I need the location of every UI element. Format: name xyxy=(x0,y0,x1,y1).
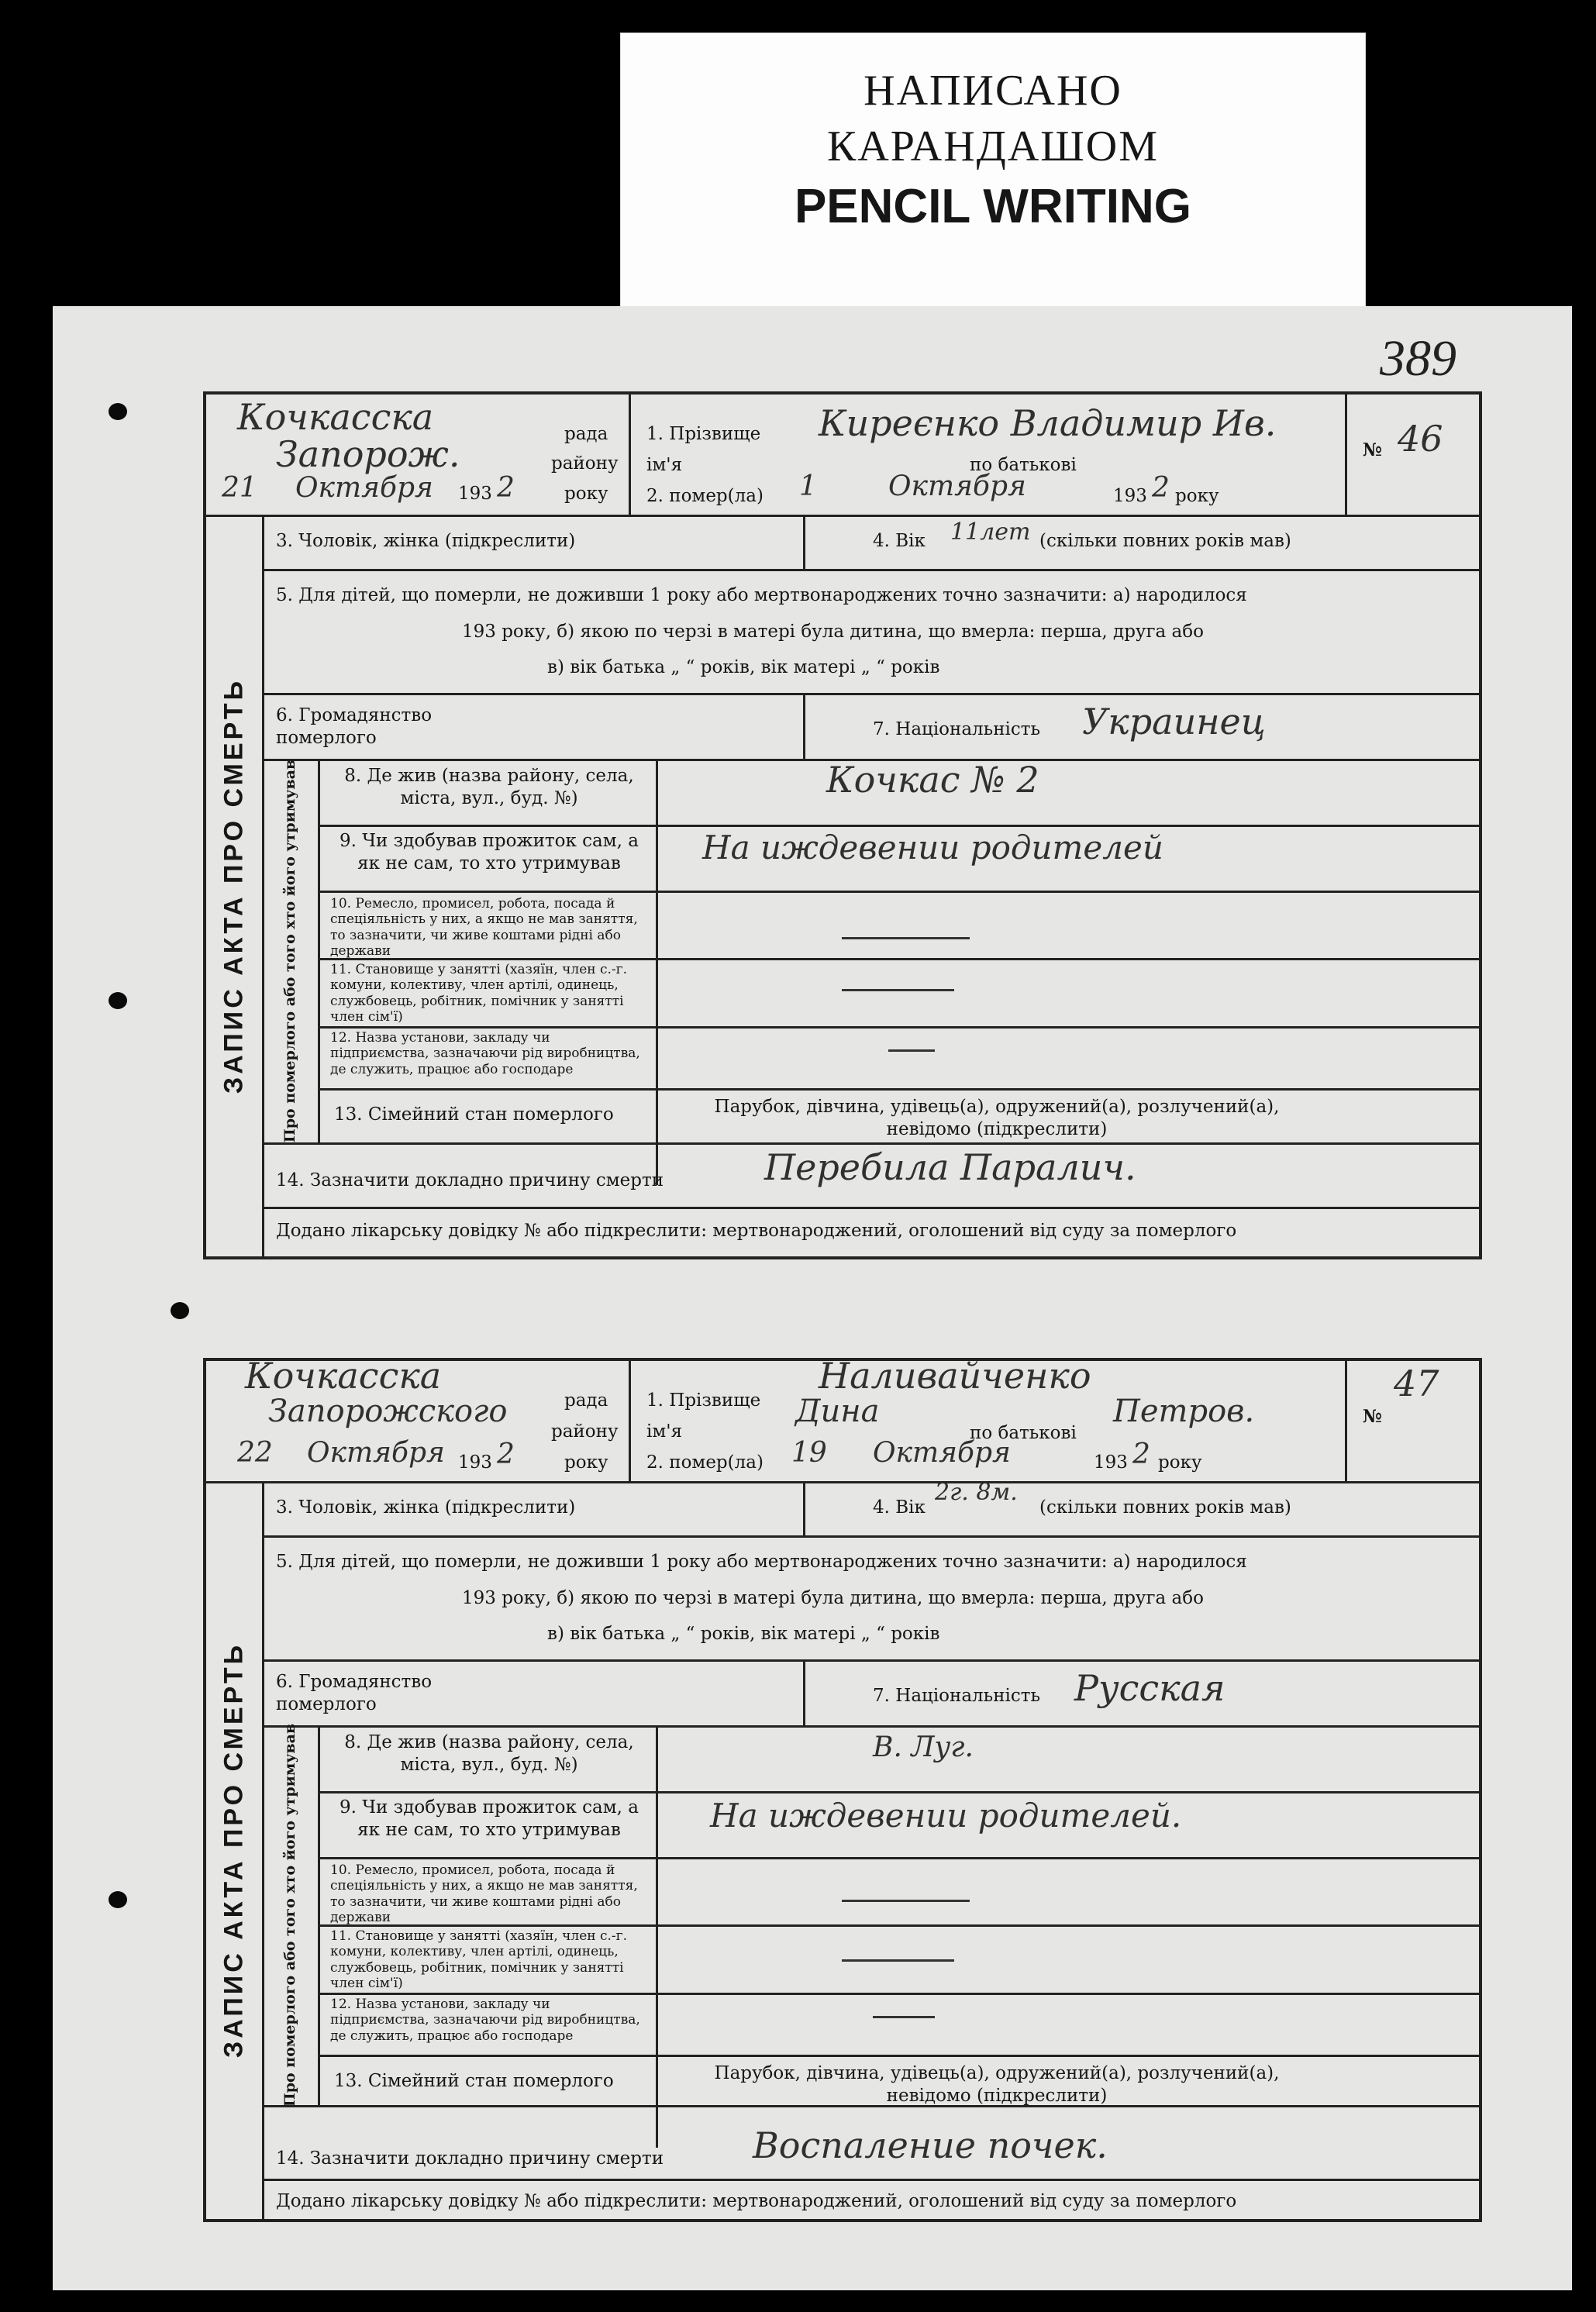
q6-label: 6. Громадянство померлого xyxy=(276,705,433,748)
q10-label: 10. Ремесло, промисел, робота, посада й спеціяльність у них, а якщо не мав заняття, то зазначити, чи живе коштами рідні або держави xyxy=(330,896,638,960)
q6-label: 6. Громадянство померлого xyxy=(276,1672,433,1714)
rada-label: рада xyxy=(564,424,608,444)
age-handwritten: 11лет xyxy=(950,519,1031,546)
punch-hole xyxy=(171,1302,189,1319)
dash-mark xyxy=(842,989,954,991)
q12-label: 12. Назва установи, закладу чи підприємства, зазначаючи рід виробництва, де служить, працює або господаре xyxy=(330,1030,640,1077)
q5-line2: 193 року, б) якою по черзі в матері була дитина, що вмерла: перша, друга або xyxy=(462,622,1204,642)
reg-month-handwritten: Октября xyxy=(307,1437,445,1469)
q11-label: 11. Становище у занятті (хазяїн, член с.-г. комуни, колективу, член артілі, одинець, службовець, робітник, помічник у занятті член сім'ї) xyxy=(330,962,627,1025)
dash-mark xyxy=(888,1049,935,1052)
q8-label: 8. Де жив (назва району, села, міста, вул., буд. №) xyxy=(344,766,634,808)
q3-label: 3. Чоловік, жінка (підкреслити) xyxy=(276,1497,576,1518)
side-title: ЗАПИС АКТА ПРО СМЕРТЬ xyxy=(219,1642,249,2059)
reg-day-handwritten: 22 xyxy=(237,1437,273,1469)
raionu-label: району xyxy=(551,1421,619,1442)
death-month-handwritten: Октября xyxy=(888,470,1026,502)
label-line-3: PENCIL WRITING xyxy=(794,180,1192,233)
label-line-1: НАПИСАНО xyxy=(863,67,1122,115)
roku-label: року xyxy=(564,484,608,504)
death-record-form-1 xyxy=(203,391,1482,1259)
q3-label: 3. Чоловік, жінка (підкреслити) xyxy=(276,531,576,551)
council-handwritten: Кочкасска xyxy=(237,396,434,438)
q5-line1: 5. Для дітей, що померли, не доживши 1 року або мертвонароджених точно зазначити: а) народилося xyxy=(276,585,1247,605)
patronymic-handwritten: Петров. xyxy=(1113,1394,1255,1429)
council-handwritten: Кочкасска xyxy=(245,1355,442,1397)
q5-line2: 193 року, б) якою по черзі в матері була дитина, що вмерла: перша, друга або xyxy=(462,1588,1204,1608)
q9-label: 9. Чи здобував прожиток сам, а як не сам, то хто утримував xyxy=(340,1797,639,1840)
support-handwritten: На иждевении родителей. xyxy=(710,1797,1182,1835)
side-title-column xyxy=(206,1481,264,2219)
form-header xyxy=(206,1355,1479,1483)
death-month-handwritten: Октября xyxy=(873,1437,1011,1469)
q11-label: 11. Становище у занятті (хазяїн, член с.-г. комуни, колективу, член артілі, одинець, службовець, робітник, помічник у занятті член сім'ї) xyxy=(330,1928,627,1992)
number-block xyxy=(1345,395,1479,515)
q1-label: 1. Прізвище xyxy=(646,424,761,444)
punch-hole xyxy=(109,1891,127,1908)
q13-label: 13. Сімейний стан померлого xyxy=(334,1104,614,1125)
footer-note: Додано лікарську довідку № або підкреслити: мертвонароджений, оголошений від суду за померлого xyxy=(276,2191,1237,2211)
q1-label: 1. Прізвище xyxy=(646,1390,761,1411)
q4-hint: (скільки повних років мав) xyxy=(1039,1497,1291,1518)
district-handwritten: Запорожского xyxy=(268,1394,508,1429)
punch-hole xyxy=(109,403,127,420)
age-handwritten: 2г. 8м. xyxy=(935,1479,1018,1506)
reg-day-handwritten: 21 xyxy=(222,472,257,504)
form-header xyxy=(206,395,1479,517)
nationality-handwritten: Русская xyxy=(1074,1667,1225,1709)
residence-handwritten: В. Луг. xyxy=(873,1731,974,1763)
side-subtitle: Про померлого або того хто його утримував xyxy=(281,759,298,1142)
side-subtitle-column xyxy=(262,759,320,1142)
district-handwritten: Запорож. xyxy=(276,433,460,475)
pencil-writing-label xyxy=(620,33,1366,309)
imia-label: ім'я xyxy=(646,455,683,475)
q4-hint: (скільки повних років мав) xyxy=(1039,531,1291,551)
q2-label: 2. помер(ла) xyxy=(646,1452,764,1473)
q13-label: 13. Сімейний стан померлого xyxy=(334,2071,614,2091)
death-year-label: 193 xyxy=(1094,1452,1128,1473)
q5-line3: в) вік батька „ “ років, вік матері „ “ років xyxy=(547,1624,940,1644)
surname-handwritten: Наливайченко xyxy=(819,1355,1091,1397)
footer-note: Додано лікарську довідку № або підкреслити: мертвонароджений, оголошений від суду за померлого xyxy=(276,1221,1237,1241)
imia-label: ім'я xyxy=(646,1421,683,1442)
q4-label: 4. Вік xyxy=(873,1497,926,1518)
support-handwritten: На иждевении родителей xyxy=(702,829,1163,867)
number-sign: № xyxy=(1363,439,1382,460)
number-block xyxy=(1345,1361,1479,1481)
q13-options: Парубок, дівчина, удівець(а), одружений(а), розлучений(а), невідомо (підкреслити) xyxy=(714,1097,1280,1139)
death-day-handwritten: 1 xyxy=(799,470,817,502)
q14-label: 14. Зазначити докладно причину смерти xyxy=(276,1170,664,1190)
side-subtitle-column xyxy=(262,1725,320,2105)
nationality-handwritten: Украинец xyxy=(1082,701,1266,743)
roku-label: року xyxy=(1175,486,1219,506)
po-batkovi-label: по батькові xyxy=(970,1423,1077,1443)
rada-label: рада xyxy=(564,1390,608,1411)
q14-label: 14. Зазначити докладно причину смерти xyxy=(276,2148,664,2169)
reg-month-handwritten: Октября xyxy=(295,472,433,504)
q4-label: 4. Вік xyxy=(873,531,926,551)
q10-label: 10. Ремесло, промисел, робота, посада й спеціяльність у них, а якщо не мав заняття, то зазначити, чи живе коштами рідні або держави xyxy=(330,1862,638,1926)
registration-block xyxy=(206,395,631,515)
death-year-digit: 2 xyxy=(1132,1439,1150,1470)
q12-label: 12. Назва установи, закладу чи підприємства, зазначаючи рід виробництва, де служить, працює або господаре xyxy=(330,1997,640,2044)
dash-mark xyxy=(873,2016,935,2018)
punch-hole xyxy=(109,992,127,1009)
q8-label: 8. Де жив (назва району, села, міста, вул., буд. №) xyxy=(344,1732,634,1775)
q5-line1: 5. Для дітей, що померли, не доживши 1 року або мертвонароджених точно зазначити: а) народилося xyxy=(276,1552,1247,1572)
death-day-handwritten: 19 xyxy=(791,1437,827,1469)
side-subtitle: Про померлого або того хто його утримував xyxy=(281,1723,298,2107)
label-line-2: КАРАНДАШОМ xyxy=(826,122,1160,171)
residence-handwritten: Кочкас № 2 xyxy=(826,759,1039,801)
death-year-digit: 2 xyxy=(1152,472,1170,504)
cause-handwritten: Воспаление почек. xyxy=(753,2124,1108,2166)
cause-handwritten: Перебила Паралич. xyxy=(764,1146,1136,1188)
roku-label: року xyxy=(1158,1452,1202,1473)
q9-label: 9. Чи здобував прожиток сам, а як не сам, то хто утримував xyxy=(340,831,639,873)
registration-block xyxy=(206,1355,631,1481)
page-number: 389 xyxy=(1380,330,1456,387)
raionu-label: району xyxy=(551,453,619,474)
q2-label: 2. помер(ла) xyxy=(646,486,764,506)
po-batkovi-label: по батькові xyxy=(970,455,1077,475)
reg-year-digit: 2 xyxy=(497,1439,515,1470)
side-title: ЗАПИС АКТА ПРО СМЕРТЬ xyxy=(219,677,249,1094)
q7-label: 7. Національність xyxy=(873,1686,1041,1706)
roku-label: року xyxy=(564,1452,608,1473)
reg-year-label: 193 xyxy=(458,1452,492,1473)
side-title-column xyxy=(206,515,264,1256)
q7-label: 7. Національність xyxy=(873,719,1041,739)
name-handwritten: Дина xyxy=(795,1394,880,1429)
reg-year-label: 193 xyxy=(458,484,492,504)
reg-year-digit: 2 xyxy=(497,472,515,504)
death-record-form-2 xyxy=(203,1355,1482,2222)
number-sign: № xyxy=(1363,1406,1382,1427)
q13-options: Парубок, дівчина, удівець(а), одружений(а), розлучений(а), невідомо (підкреслити) xyxy=(714,2063,1280,2106)
record-number: 46 xyxy=(1398,418,1443,460)
dash-mark xyxy=(842,1900,970,1902)
record-number: 47 xyxy=(1394,1363,1439,1404)
q5-line3: в) вік батька „ “ років, вік матері „ “ років xyxy=(547,657,940,677)
surname-handwritten: Киреєнко Владимир Ив. xyxy=(819,402,1277,444)
dash-mark xyxy=(842,1959,954,1962)
death-year-label: 193 xyxy=(1113,486,1147,506)
dash-mark xyxy=(842,937,970,939)
